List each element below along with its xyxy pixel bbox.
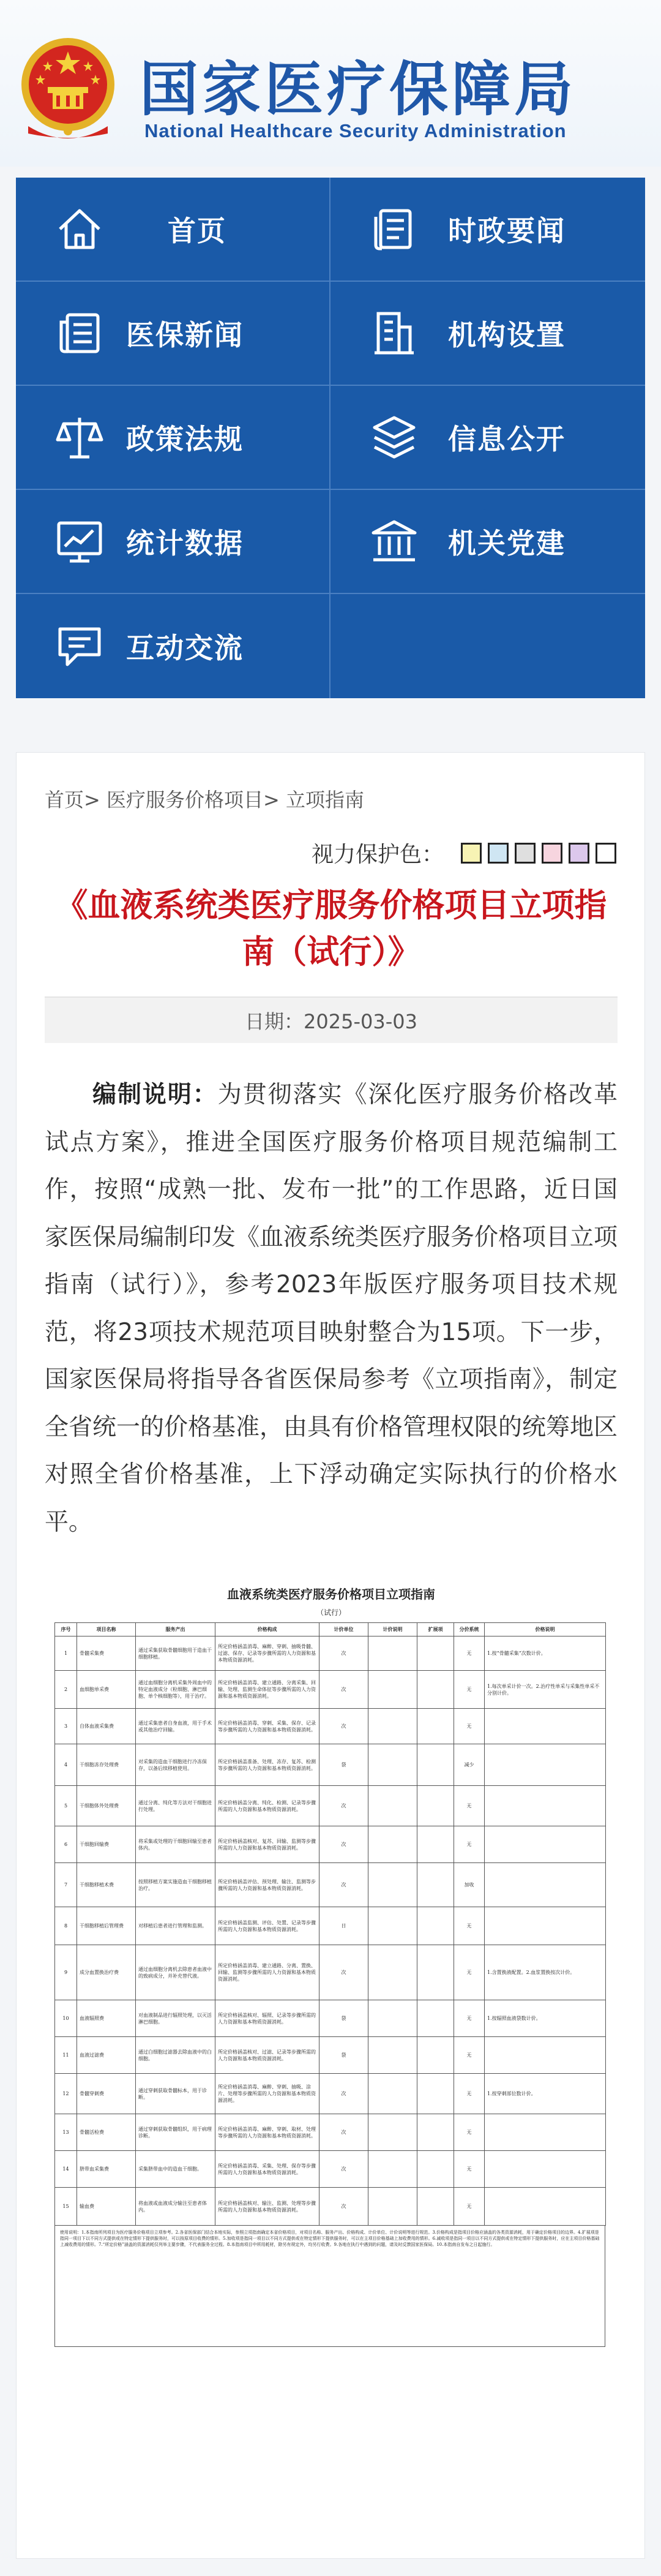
article-card	[16, 752, 645, 2559]
table-cell: 所定价格涵盖评估、预处理、输注、监测等步骤所需的人力资源和基本物质资源消耗。	[215, 1863, 319, 1907]
table-cell	[368, 1744, 417, 1786]
building-icon	[365, 304, 424, 363]
table-cell: 14	[55, 2151, 77, 2188]
table-cell: 次	[319, 2074, 368, 2114]
table-cell: 所定价格涵盖核对、复苏、回输、监测等步骤所需的人力资源和基本物质资源消耗。	[215, 1826, 319, 1863]
table-cell: 1	[55, 1636, 77, 1671]
table-cell	[417, 1863, 454, 1907]
table-cell: 3	[55, 1709, 77, 1744]
table-header-cell: 序号	[55, 1623, 77, 1636]
table-cell: 所定价格涵盖消毒、建立通路、分离采集、回输、处理、监测生命体征等步骤所需的人力资源和基本物质资源消耗。	[215, 1671, 319, 1709]
table-cell	[417, 1709, 454, 1744]
swatch-pink[interactable]	[542, 843, 562, 864]
table-cell	[368, 2037, 417, 2074]
article-date: 日期：2025-03-03	[45, 996, 618, 1043]
nav-item-info-disclosure[interactable]	[330, 386, 645, 490]
table-cell: 6	[55, 1826, 77, 1863]
table-cell: 1.含置换液配置。2.血浆置换按次计价。	[485, 1945, 606, 2000]
scales-icon	[50, 408, 109, 467]
nav-item-interaction[interactable]	[16, 594, 330, 698]
table-cell	[368, 1945, 417, 2000]
table-cell: 无	[454, 2000, 485, 2037]
intro-text: 为贯彻落实《深化医疗服务价格改革试点方案》，推进全国医疗服务价格项目规范编制工作，按照“成熟一批、发布一批”的工作思路，近日国家医保局编制印发《血液系统类医疗服务价格项目立项指南（试行）》，参考2023年版医疗服务项目技术规范，将23项技术规范项目映射整合为15项。下一步，国家医保局将指导各省医保局参考《立项指南》，制定全省统一的价格基准，由具有价格管理权限的统筹地区对照全省价格基准，上下浮动确定实际执行的价格水平。	[45, 1081, 618, 1536]
news-icon	[50, 304, 109, 363]
table-cell: 通过穿刺获取骨髓组织，用于病理诊断。	[136, 2114, 215, 2151]
article-title: 《血液系统类医疗服务价格项目立项指南（试行）》	[55, 887, 607, 971]
table-cell: 骨髓采集费	[77, 1636, 136, 1671]
table-row	[55, 1671, 606, 1709]
nav-label: 机构设置	[448, 318, 566, 352]
table-cell: 对采集的造血干细胞进行冷冻保存，以备后续移植使用。	[136, 1744, 215, 1786]
table-cell	[485, 2037, 606, 2074]
table-cell: 13	[55, 2114, 77, 2151]
table-row	[55, 1826, 606, 1863]
table-cell: 所定价格涵盖核对、过滤、记录等步骤所需的人力资源和基本物质资源消耗。	[215, 2037, 319, 2074]
table-cell: 无	[454, 1945, 485, 2000]
vision-protection-bar	[312, 837, 616, 868]
table-cell: 血液过滤费	[77, 2037, 136, 2074]
table-cell	[417, 2074, 454, 2114]
table-cell: 次	[319, 1671, 368, 1709]
table-cell	[368, 2188, 417, 2226]
table-cell: 加收	[454, 1863, 485, 1907]
spec-table	[54, 1622, 606, 2226]
site-title-en: National Healthcare Security Administration	[144, 120, 567, 141]
table-cell: 次	[319, 1786, 368, 1826]
table-cell: 无	[454, 1826, 485, 1863]
chat-icon	[50, 617, 109, 676]
table-cell: 4	[55, 1744, 77, 1786]
table-cell: 血液辐照费	[77, 2000, 136, 2037]
table-header-cell: 价格说明	[485, 1623, 606, 1636]
table-cell: 15	[55, 2188, 77, 2226]
table-cell: 所定价格涵盖消毒、麻醉、穿刺、取材、处理等步骤所需的人力资源和基本物质资源消耗。	[215, 2114, 319, 2151]
swatch-yellow[interactable]	[461, 843, 482, 864]
table-cell: 所定价格涵盖消毒、麻醉、穿刺、抽吸、涂片、处理等步骤所需的人力资源和基本物质资源消耗。	[215, 2074, 319, 2114]
table-cell: 次	[319, 1826, 368, 1863]
table-cell	[368, 2151, 417, 2188]
document-image	[45, 1561, 618, 2504]
table-cell: 通过血细胞分离机去除患者血液中的致病成分，并补充替代液。	[136, 1945, 215, 2000]
table-cell: 干细胞移植后管理费	[77, 1907, 136, 1945]
table-cell	[368, 2074, 417, 2114]
table-cell: 1.按“骨髓采集”次数计价。	[485, 1636, 606, 1671]
table-row	[55, 2037, 606, 2074]
table-cell	[368, 1863, 417, 1907]
intro-label: 编制说明：	[92, 1081, 218, 1109]
table-cell	[417, 2151, 454, 2188]
table-row	[55, 1636, 606, 1671]
table-cell: 1.按辐照血液袋数计价。	[485, 2000, 606, 2037]
table-cell: 9	[55, 1945, 77, 2000]
site-title: 国家医疗保障局	[140, 55, 577, 124]
table-cell	[485, 2151, 606, 2188]
doc-notes: 使用说明：1.本指南所列项目为医疗服务价格项目立项参考。2.各省医保部门结合本地实际，参照立项指南确定本省价格项目，对项目名称、服务产出、价格构成、计价单位、计价说明等进行规范。3.价格构成是指项目价格应涵盖的各类资源消耗，用于确定价格项目的边界。4.扩展项是指同一项目下以不同方式提供或在特定情形下提供服务时，可以按原项目收费的情形。5.加收项是指同一项目以不同方式提供或在特定情形下提供服务时，可以在主项目价格基础上加收费用的情形。6.减收项是指同一项目以不同方式提供或在特定情形下提供服务时，应在主项目价格基础上减收费用的情形。7.“所定价格”涵盖的资源消耗仅列举主要步骤，不代表服务全过程。8.本指南项目中所用耗材，除另有规定外，均另行收费。9.各地在执行中遇到的问题，请及时反馈国家医保局。10.本指南自发布之日起施行。	[54, 2226, 605, 2347]
table-cell	[368, 1709, 417, 1744]
table-cell	[485, 2188, 606, 2226]
nav-item-policy[interactable]	[16, 386, 330, 490]
nav-label: 医保新闻	[126, 318, 244, 352]
table-cell: 次	[319, 2114, 368, 2151]
table-cell: 无	[454, 1636, 485, 1671]
table-row	[55, 2188, 606, 2226]
table-row	[55, 2114, 606, 2151]
table-cell: 次	[319, 1636, 368, 1671]
nav-label: 机关党建	[448, 527, 566, 560]
layers-icon	[365, 408, 424, 467]
table-row	[55, 2074, 606, 2114]
table-cell	[417, 2037, 454, 2074]
table-cell: 10	[55, 2000, 77, 2037]
table-cell: 无	[454, 1709, 485, 1744]
table-cell: 采集脐带血中的造血干细胞。	[136, 2151, 215, 2188]
site-header	[0, 0, 661, 167]
table-row	[55, 1786, 606, 1826]
nav-item-organization[interactable]	[330, 282, 645, 386]
table-cell: 袋	[319, 2037, 368, 2074]
doc-title: 血液系统类医疗服务价格项目立项指南	[227, 1587, 435, 1602]
nav-label: 统计数据	[126, 527, 244, 560]
table-header-cell: 扩展项	[417, 1623, 454, 1636]
table-cell: 5	[55, 1786, 77, 1826]
table-cell	[485, 1907, 606, 1945]
table-cell: 所定价格涵盖分离、纯化、检测、记录等步骤所需的人力资源和基本物质资源消耗。	[215, 1786, 319, 1826]
table-row	[55, 1907, 606, 1945]
table-cell	[368, 1636, 417, 1671]
table-cell: 干细胞冻存处理费	[77, 1744, 136, 1786]
nav-label: 互动交流	[126, 631, 244, 665]
table-row	[55, 1709, 606, 1744]
table-cell: 无	[454, 2074, 485, 2114]
table-cell: 通过分离、纯化等方法对干细胞进行处理。	[136, 1786, 215, 1826]
swatch-gray[interactable]	[515, 843, 536, 864]
doc-subtitle: （试行）	[316, 1608, 346, 1617]
table-cell	[417, 1671, 454, 1709]
table-cell: 通过血细胞分离机采集外周血中的特定血液成分（粒细胞、淋巴细胞、单个核细胞等），用于治疗。	[136, 1671, 215, 1709]
table-cell: 通过采集患者自身血液，用于手术或其他治疗回输。	[136, 1709, 215, 1744]
table-cell: 将采集或处理的干细胞回输至患者体内。	[136, 1826, 215, 1863]
table-header-row	[55, 1623, 606, 1636]
nav-item-statistics[interactable]	[16, 490, 330, 594]
table-cell: 干细胞移植术费	[77, 1863, 136, 1907]
table-cell: 次	[319, 2188, 368, 2226]
table-cell: 11	[55, 2037, 77, 2074]
table-cell: 自体血液采集费	[77, 1709, 136, 1744]
table-row	[55, 1744, 606, 1786]
table-cell: 日	[319, 1907, 368, 1945]
table-cell: 所定价格涵盖消毒、采集、处理、保存等步骤所需的人力资源和基本物质资源消耗。	[215, 2151, 319, 2188]
table-cell: 所定价格涵盖消毒、穿刺、采集、保存、记录等步骤所需的人力资源和基本物质资源消耗。	[215, 1709, 319, 1744]
chart-icon	[50, 512, 109, 571]
table-cell: 7	[55, 1863, 77, 1907]
table-cell	[368, 1907, 417, 1945]
table-cell: 无	[454, 1907, 485, 1945]
table-cell	[485, 1863, 606, 1907]
vision-protection-label: 视力保护色：	[311, 842, 444, 867]
table-cell	[485, 1826, 606, 1863]
article-body	[45, 1071, 618, 1546]
table-cell: 对血液制品进行辐照处理，以灭活淋巴细胞。	[136, 2000, 215, 2037]
table-cell: 成分血置换治疗费	[77, 1945, 136, 2000]
table-cell: 骨髓穿刺费	[77, 2074, 136, 2114]
table-cell: 对移植后患者进行管理和监测。	[136, 1907, 215, 1945]
table-cell: 通过穿刺获取骨髓标本，用于诊断。	[136, 2074, 215, 2114]
table-cell	[485, 1709, 606, 1744]
table-row	[55, 2000, 606, 2037]
table-cell: 所定价格涵盖准备、处理、冻存、复苏、检测等步骤所需的人力资源和基本物质资源消耗。	[215, 1744, 319, 1786]
table-cell: 按照移植方案实施造血干细胞移植治疗。	[136, 1863, 215, 1907]
table-cell: 将血液或血液成分输注至患者体内。	[136, 2188, 215, 2226]
table-cell	[485, 2114, 606, 2151]
nav-empty-cell	[330, 594, 645, 698]
table-cell	[417, 1636, 454, 1671]
table-row	[55, 1945, 606, 2000]
table-cell: 所定价格涵盖核对、辐照、记录等步骤所需的人力资源和基本物质资源消耗。	[215, 2000, 319, 2037]
nav-label: 首页	[168, 214, 226, 247]
table-cell: 通过采集获取骨髓细胞用于造血干细胞移植。	[136, 1636, 215, 1671]
table-cell: 所定价格涵盖消毒、建立通路、分离、置换、回输、监测等步骤所需的人力资源和基本物质资源消耗。	[215, 1945, 319, 2000]
table-cell: 次	[319, 2151, 368, 2188]
table-header-cell: 项目名称	[77, 1623, 136, 1636]
table-cell: 所定价格涵盖核对、输注、监测、处理等步骤所需的人力资源和基本物质资源消耗。	[215, 2188, 319, 2226]
table-cell	[417, 2114, 454, 2151]
swatch-blue[interactable]	[488, 843, 509, 864]
table-cell: 12	[55, 2074, 77, 2114]
table-cell: 无	[454, 2114, 485, 2151]
table-cell: 1.每次单采计价一次。2.治疗性单采与采集性单采不分别计价。	[485, 1671, 606, 1709]
nav-item-home[interactable]	[16, 178, 330, 282]
table-cell: 无	[454, 2037, 485, 2074]
table-cell: 无	[454, 1786, 485, 1826]
document-icon	[365, 200, 424, 258]
table-cell	[417, 1945, 454, 2000]
table-cell	[368, 1826, 417, 1863]
table-cell	[368, 1671, 417, 1709]
institution-icon	[365, 512, 424, 571]
table-cell	[368, 2114, 417, 2151]
table-cell	[417, 1786, 454, 1826]
table-cell: 干细胞体外处理费	[77, 1786, 136, 1826]
table-cell: 8	[55, 1907, 77, 1945]
table-row	[55, 2151, 606, 2188]
nav-item-news-politics[interactable]	[330, 178, 645, 282]
table-cell: 2	[55, 1671, 77, 1709]
table-cell: 输血费	[77, 2188, 136, 2226]
nav-label: 时政要闻	[448, 214, 566, 247]
breadcrumb	[45, 785, 364, 813]
swatch-purple[interactable]	[569, 843, 589, 864]
table-cell: 无	[454, 2188, 485, 2226]
table-cell: 次	[319, 1863, 368, 1907]
table-cell: 干细胞回输费	[77, 1826, 136, 1863]
table-cell: 袋	[319, 2000, 368, 2037]
table-cell: 袋	[319, 1744, 368, 1786]
table-header-cell: 价格构成	[215, 1623, 319, 1636]
table-cell: 减少	[454, 1744, 485, 1786]
table-cell	[417, 2000, 454, 2037]
table-cell: 无	[454, 2151, 485, 2188]
nav-item-insurance-news[interactable]	[16, 282, 330, 386]
table-cell	[417, 2188, 454, 2226]
table-cell	[417, 1826, 454, 1863]
table-cell	[368, 2000, 417, 2037]
main-nav	[16, 178, 645, 698]
table-cell	[368, 1786, 417, 1826]
table-cell	[417, 1744, 454, 1786]
breadcrumb-home[interactable]: 首页>	[45, 788, 100, 812]
table-body	[55, 1636, 606, 2226]
nav-item-party-building[interactable]	[330, 490, 645, 594]
table-cell: 血细胞单采费	[77, 1671, 136, 1709]
table-cell: 次	[319, 1709, 368, 1744]
table-cell: 通过白细胞过滤器去除血液中的白细胞。	[136, 2037, 215, 2074]
table-cell: 骨髓活检费	[77, 2114, 136, 2151]
table-cell	[485, 1786, 606, 1826]
home-icon	[50, 200, 109, 258]
table-header-cell: 计价单位	[319, 1623, 368, 1636]
table-cell	[485, 1744, 606, 1786]
table-cell: 所定价格涵盖消毒、麻醉、穿刺、抽吸骨髓、过滤、保存、记录等步骤所需的人力资源和基本物质资源消耗。	[215, 1636, 319, 1671]
nav-label: 信息公开	[448, 423, 566, 456]
swatch-white[interactable]	[596, 843, 616, 864]
nav-label: 政策法规	[126, 423, 244, 456]
table-row	[55, 1863, 606, 1907]
table-cell: 脐带血采集费	[77, 2151, 136, 2188]
table-header-cell: 分价系统	[454, 1623, 485, 1636]
table-cell: 无	[454, 1671, 485, 1709]
table-cell: 1.按穿刺部位数计价。	[485, 2074, 606, 2114]
national-emblem-icon	[16, 34, 120, 142]
table-cell: 所定价格涵盖监测、评估、处置、记录等步骤所需的人力资源和基本物质资源消耗。	[215, 1907, 319, 1945]
breadcrumb-price-items[interactable]: 医疗服务价格项目>	[106, 788, 280, 812]
breadcrumb-current[interactable]: 立项指南	[286, 788, 365, 812]
table-header-cell: 服务产出	[136, 1623, 215, 1636]
table-header-cell: 计价说明	[368, 1623, 417, 1636]
table-cell: 次	[319, 1945, 368, 2000]
table-cell	[417, 1907, 454, 1945]
